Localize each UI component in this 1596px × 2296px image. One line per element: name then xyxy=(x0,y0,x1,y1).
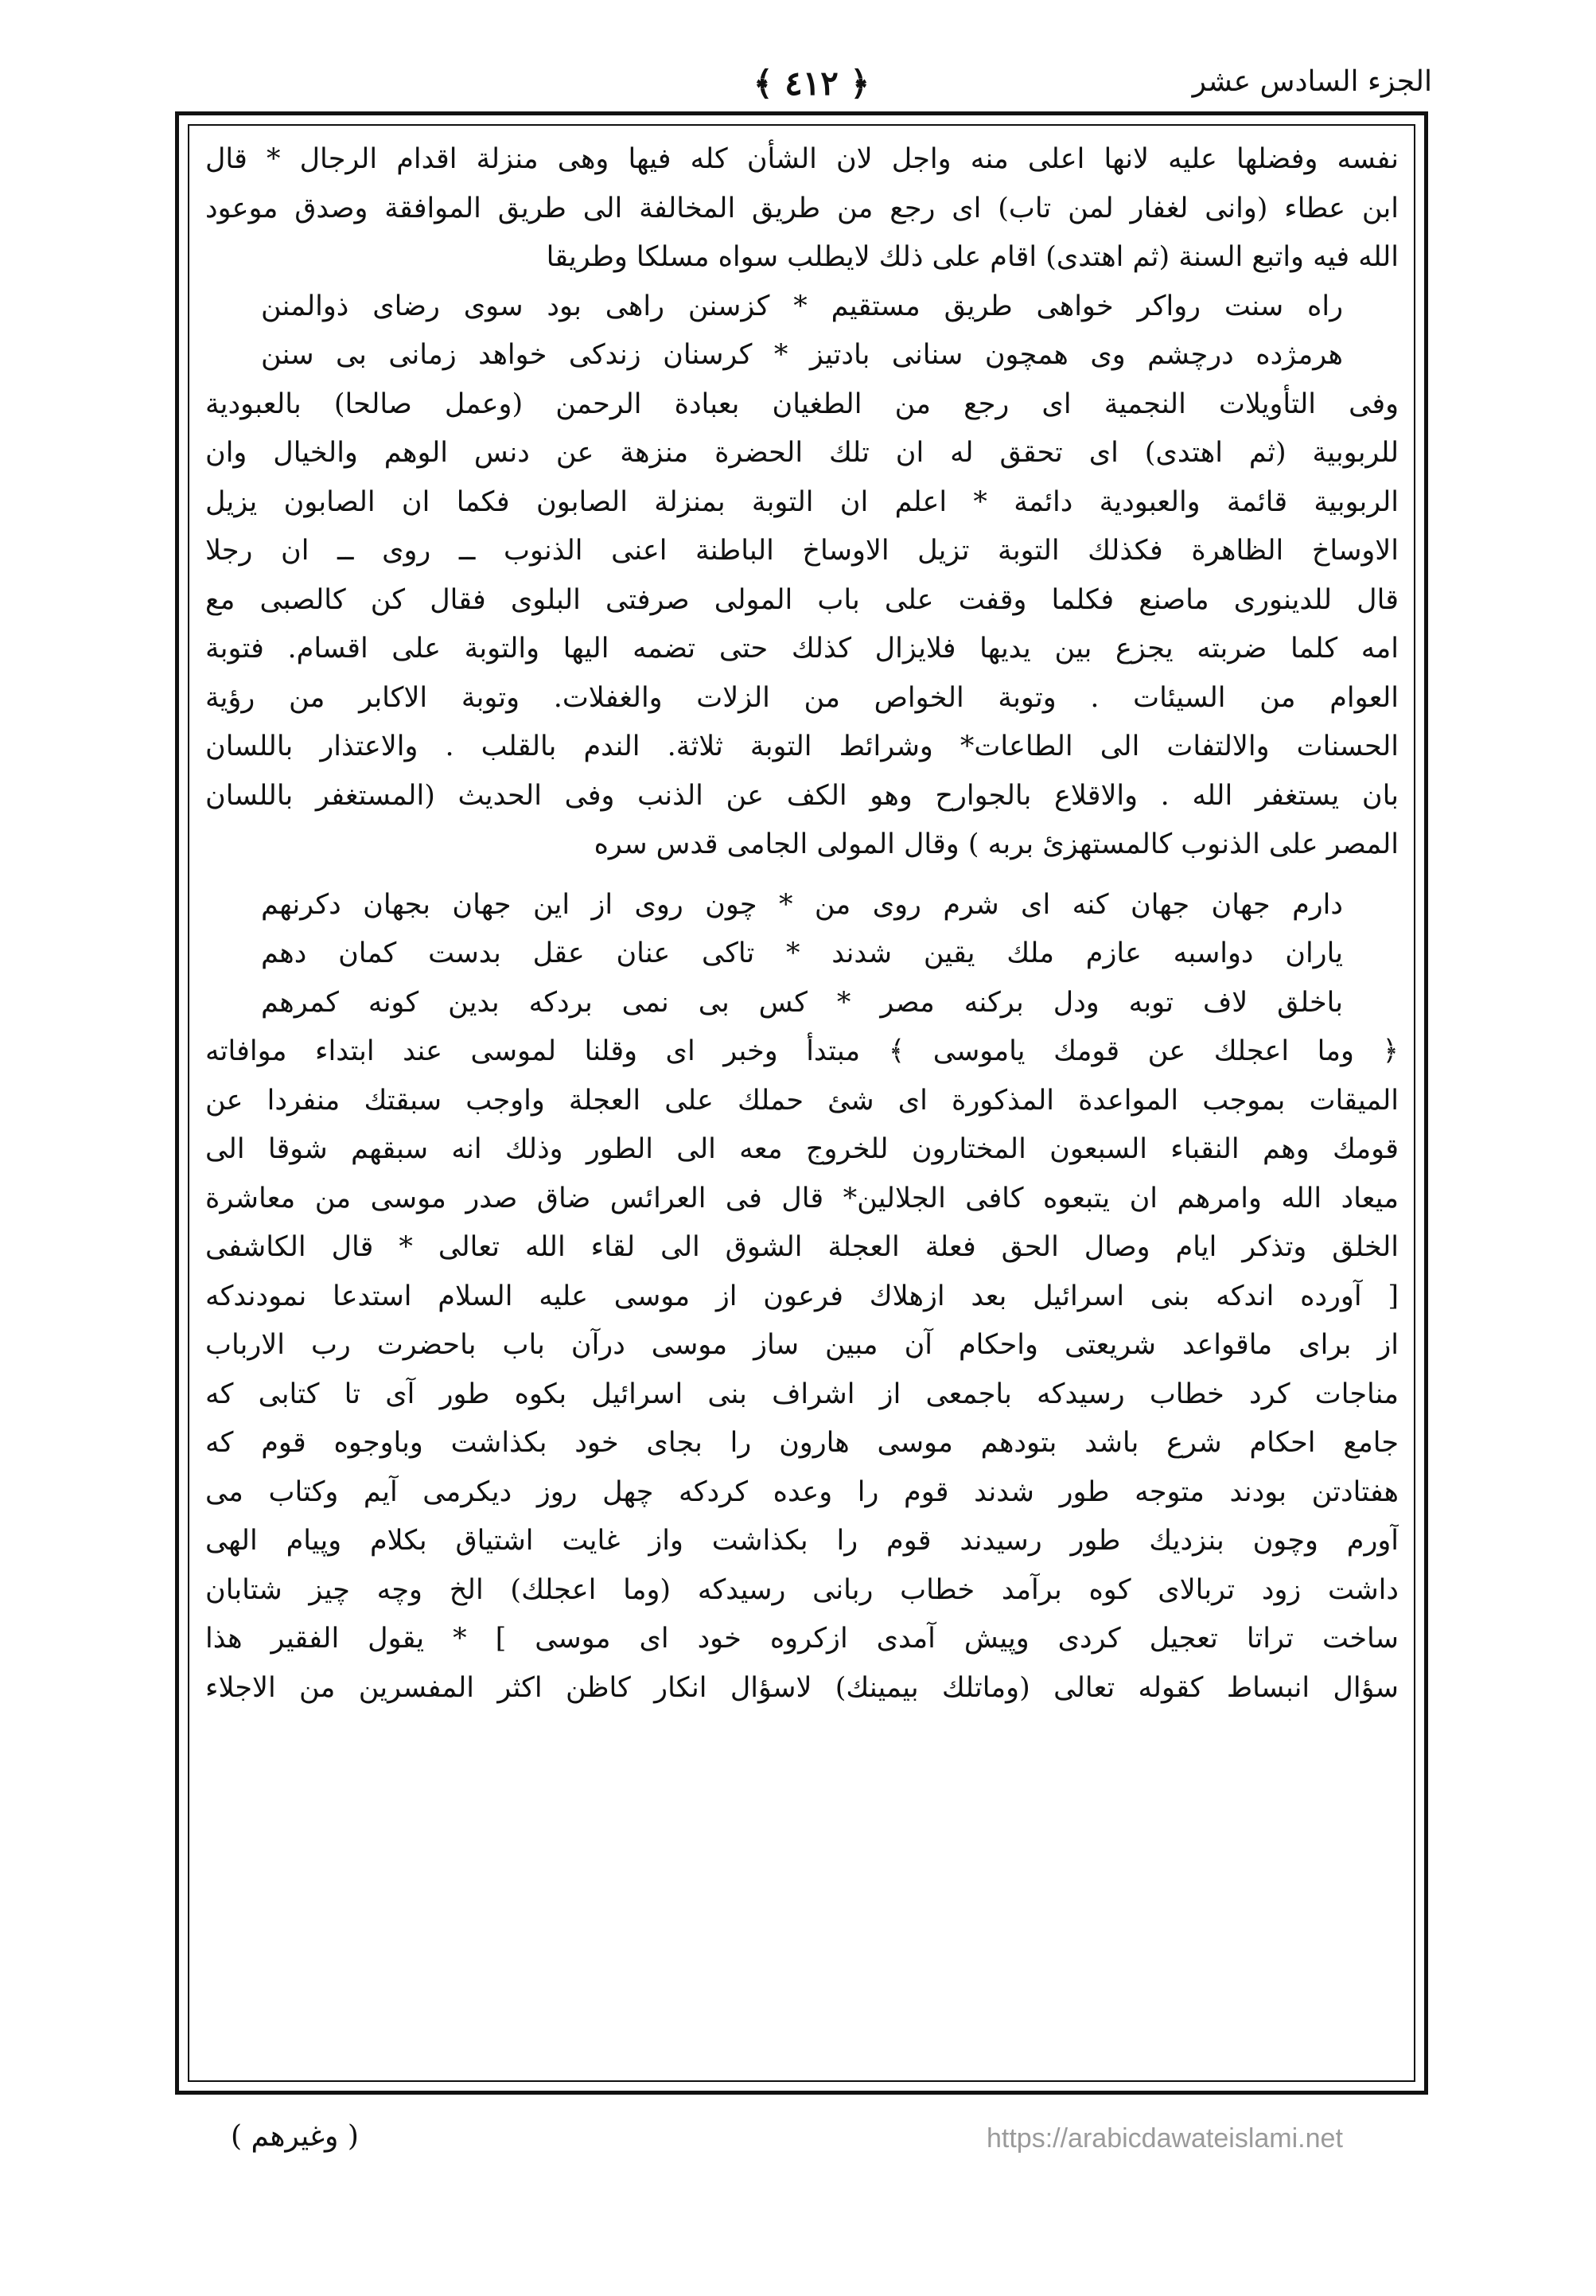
verse-line: دارم جهان جهان كنه اى شرم روى من * چون روى از اين جهان بجهان دكرنهم xyxy=(261,888,1343,921)
text-line: داشت زود تربالاى كوه برآمد خطاب ربانى رسيدكه (وما اعجلك) الخ وچه چيز شتابان xyxy=(205,1573,1399,1606)
text-line: ابن عطاء (وانى لغفار لمن تاب) اى رجع من طريق المخالفة الى طريق الموافقة وصدق موعود xyxy=(205,192,1399,224)
watermark-url: https://arabicdawateislami.net xyxy=(987,2123,1343,2154)
text-line: للربوبية (ثم اهتدى) اى تحقق له ان تلك الحضرة منزهة عن دنس الوهم والخيال وان xyxy=(205,437,1399,469)
text-line: جامع احكام شرع باشد بتودهم موسى هارون را بجاى خود بكذاشت وباوجوه قوم كه xyxy=(205,1427,1399,1459)
text-line: هفتادتن بودند متوجه طور شدند قوم را وعده كردكه چهل روز ديكرمى آيم وكتاب مى xyxy=(205,1475,1399,1508)
text-line: الخلق وتذكر ايام وصال الحق فعلة العجلة الشوق الى لقاء الله تعالى * قال الكاشفى xyxy=(205,1231,1399,1263)
text-line: الحسنات والالتفات الى الطاعات* وشرائط التوبة ثلاثة. الندم بالقلب . والاعتذار باللسان xyxy=(205,731,1399,762)
catchword: ( وغيرهم ) xyxy=(231,2120,359,2153)
verse-line: هرمژده درچشم وى همچون سنانى بادتيز * كرسنان زندكى خواهد زمانى بى سنن xyxy=(261,339,1343,371)
text-line: از براى ماقواعد شريعتى واحكام آن مبين ساز موسى درآن باب باحضرت رب الارباب xyxy=(205,1329,1399,1361)
text-line: بان يستغفر الله . والاقلاع بالجوارح وهو الكف عن الذنب وفى الحديث (المستغفر باللسان xyxy=(205,779,1399,812)
text-line: آورم وچون بنزديك طور رسيدند قوم را بكذاشت واز غايت اشتياق بكلام وپيام الهى xyxy=(205,1525,1399,1557)
text-line: الله فيه واتبع السنة (ثم اهتدى) اقام على ذلك لايطلب سواه مسلكا وطريقا xyxy=(546,241,1399,273)
page-number: ﴿ ٤١٢ ﴾ xyxy=(753,64,870,103)
text-line: الميقات بموجب المواعدة المذكورة اى شئ حملك على العجلة واوجب سبقتك منفردا عن xyxy=(205,1084,1399,1117)
text-line: قومك وهم النقباء السبعون المختارون للخروج معه الى الطور وذلك انه سبقهم شوقا الى xyxy=(205,1133,1399,1165)
verse-line: باخلق لاف توبه ودل بركنه مصر * كس بى نمى بردكه بدين كونه كمرهم xyxy=(261,986,1343,1019)
text-line: نفسه وفضلها عليه لانها اعلى منه واجل لان الشأن كله فيها وهى منزلة اقدام الرجال * قال xyxy=(205,143,1399,175)
text-line: ﴿ وما اعجلك عن قومك ياموسى ﴾ مبتدأ وخبر اى وقلنا لموسى عند ابتداء موافاته xyxy=(205,1035,1399,1067)
verse-line: ياران دواسبه عازم ملك يقين شدند * تاكى عنان عقل بدست كمان دهم xyxy=(261,938,1343,969)
text-line: [ آورده اندكه بنى اسرائيل بعد ازهلاك فرعون از موسى عليه السلام استدعا نمودندكه xyxy=(205,1280,1399,1312)
text-line: ساخت تراتا تعجيل كردى وپيش آمدى ازكروه خود اى موسى ] * يقول الفقير هذا xyxy=(205,1623,1399,1655)
text-line: وفى التأويلات النجمية اى رجع من الطغيان بعبادة الرحمن (وعمل صالحا) بالعبودية xyxy=(205,388,1399,420)
page-text xyxy=(205,135,1399,2077)
text-line: امه كلما ضربته يجزع بين يديها فلايزال كذلك حتى تضمه اليها والتوبة على اقسام. فتوبة xyxy=(205,633,1399,665)
text-line: قال للدينورى ماصنع فكلما وقفت على باب المولى صرفتى البلوى فقال كن كالصبى مع xyxy=(205,583,1399,616)
running-title: الجزء السادس عشر xyxy=(1192,65,1432,98)
text-line: المصر على الذنوب كالمستهزئ بربه ) وقال المولى الجامى قدس سره xyxy=(594,828,1399,860)
text-line: سؤال انبساط كقوله تعالى (وماتلك بيمينك) لاسؤال انكار كاظن اكثر المفسرين من الاجلاء xyxy=(205,1671,1399,1704)
text-line: مناجات كرد خطاب رسيدكه باجمعى از اشراف بنى اسرائيل بكوه طور آى تا كتابى كه xyxy=(205,1378,1399,1410)
text-line: العوام من السيئات . وتوبة الخواص من الزلات والغفلات. وتوبة الاكابر من رؤية xyxy=(205,681,1399,714)
text-line: الاوساخ الظاهرة فكذلك التوبة تزيل الاوساخ الباطنة اعنى الذنوب ــ روى ــ ان رجلا xyxy=(205,535,1399,567)
text-line: الربوبية قائمة والعبودية دائمة * اعلم ان التوبة بمنزلة الصابون فكما ان الصابون يزيل xyxy=(205,485,1399,518)
verse-line: راه سنت رواكر خواهى طريق مستقيم * كزسنن راهى بود سوى رضاى ذوالمنن xyxy=(261,290,1343,322)
text-line: ميعاد الله وامرهم ان يتبعوه كافى الجلالين* قال فى العرائس ضاق صدر موسى من معاشرة xyxy=(205,1182,1399,1214)
